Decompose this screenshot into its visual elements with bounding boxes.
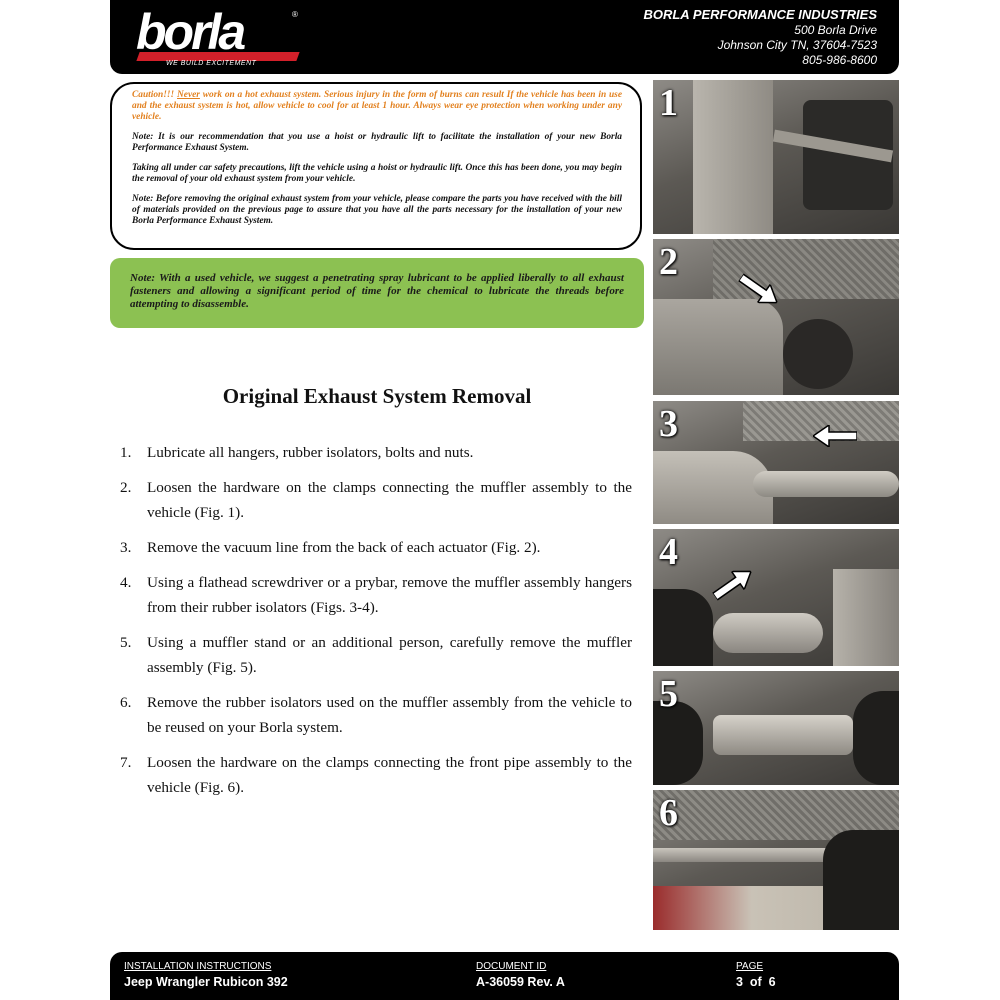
figure-6-photo	[653, 790, 899, 930]
step-item	[120, 535, 632, 560]
figure-number: 4	[659, 531, 678, 573]
step-text: Lubricate all hangers, rubber isolators, bolts and nuts.	[147, 444, 474, 461]
caution-prefix: Caution!!!	[132, 90, 178, 100]
caution-box	[110, 82, 642, 250]
footer-doc-label: DOCUMENT ID	[476, 961, 547, 972]
step-item	[120, 750, 632, 800]
company-address-line1: 500 Borla Drive	[794, 23, 877, 37]
figure-1-photo	[653, 80, 899, 234]
caution-note-hoist: Note: It is our recommendation that you use a hoist or hydraulic lift to facilitate the installation of your new Borla Performance Exhaust System.	[132, 132, 622, 153]
figure-number: 2	[659, 241, 678, 283]
step-text: Using a flathead screwdriver or a prybar, remove the muffler assembly hangers from their rubber isolators (Figs. 3-4).	[147, 574, 632, 616]
step-number: 1.	[120, 444, 132, 461]
company-phone: 805-986-8600	[802, 53, 877, 67]
footer-page-label: PAGE	[736, 961, 764, 972]
step-text: Remove the vacuum line from the back of each actuator (Fig. 2).	[147, 539, 541, 556]
step-item	[120, 690, 632, 740]
step-number: 2.	[120, 479, 132, 496]
caution-warning	[132, 90, 622, 123]
logo-tagline: WE BUILD EXCITEMENT	[166, 60, 257, 67]
step-text: Using a muffler stand or an additional person, carefully remove the muffler assembly (Fig. 5).	[147, 634, 632, 676]
arrow-icon	[813, 425, 857, 447]
step-item	[120, 440, 632, 465]
logo-wordmark: borla	[136, 4, 244, 60]
footer-installation	[124, 960, 288, 990]
step-number: 6.	[120, 694, 132, 711]
figure-5-photo	[653, 671, 899, 785]
step-number: 7.	[120, 754, 132, 771]
step-item	[120, 570, 632, 620]
figure-3-photo	[653, 401, 899, 524]
company-name: BORLA PERFORMANCE INDUSTRIES	[643, 7, 877, 22]
step-item	[120, 475, 632, 525]
figure-number: 3	[659, 403, 678, 445]
footer-install-value: Jeep Wrangler Rubicon 392	[124, 975, 288, 989]
section-title: Original Exhaust System Removal	[222, 384, 532, 408]
step-number: 5.	[120, 634, 132, 651]
lubricant-note: Note: With a used vehicle, we suggest a penetrating spray lubricant to be applied liberally to all exhaust fasteners and allowing a significant period of time for the chemical to lubricate the threads before attempting to disassemble.	[110, 258, 644, 328]
footer-doc-value: A-36059 Rev. A	[476, 975, 565, 989]
footer-page-value: 3 of 6	[736, 975, 776, 989]
page-header	[110, 0, 899, 74]
figure-2-photo	[653, 239, 899, 395]
footer-document-id	[476, 960, 565, 990]
footer-page	[736, 960, 776, 990]
borla-logo	[136, 6, 306, 68]
step-text: Loosen the hardware on the clamps connecting the muffler assembly to the vehicle (Fig. 1).	[147, 479, 632, 521]
company-info	[643, 6, 877, 68]
footer-install-label: INSTALLATION INSTRUCTIONS	[124, 961, 272, 972]
company-address-line2: Johnson City TN, 37604-7523	[717, 38, 877, 52]
figure-number: 1	[659, 82, 678, 124]
figure-number: 6	[659, 792, 678, 834]
logo-registered-mark: ®	[292, 10, 298, 19]
caution-note-compare: Note: Before removing the original exhaust system from your vehicle, please compare the parts you have received with the bill of materials provided on the previous page to assure that you have all the parts necessary for the installation of your new Borla Performance Exhaust System.	[132, 194, 622, 226]
step-item	[120, 630, 632, 680]
removal-steps	[120, 440, 632, 810]
caution-rest: work on a hot exhaust system. Serious injury in the form of burns can result If the vehicle has been in use and the exhaust system is hot, allow vehicle to cool for at least 1 hour. Always wear eye protection when working under any vehicle.	[132, 90, 622, 122]
figure-number: 5	[659, 673, 678, 715]
step-text: Remove the rubber isolators used on the muffler assembly from the vehicle to be reused on your Borla system.	[147, 694, 632, 736]
arrow-icon	[709, 562, 758, 605]
step-number: 3.	[120, 539, 132, 556]
step-text: Loosen the hardware on the clamps connecting the front pipe assembly to the vehicle (Fig. 6).	[147, 754, 632, 796]
step-number: 4.	[120, 574, 132, 591]
caution-note-safety: Taking all under car safety precautions, lift the vehicle using a hoist or hydraulic lift. Once this has been done, you may begin the removal of your old exhaust system from your vehicle.	[132, 163, 622, 184]
figure-4-photo	[653, 529, 899, 666]
page-footer	[110, 952, 899, 1000]
caution-never: Never	[177, 90, 200, 100]
